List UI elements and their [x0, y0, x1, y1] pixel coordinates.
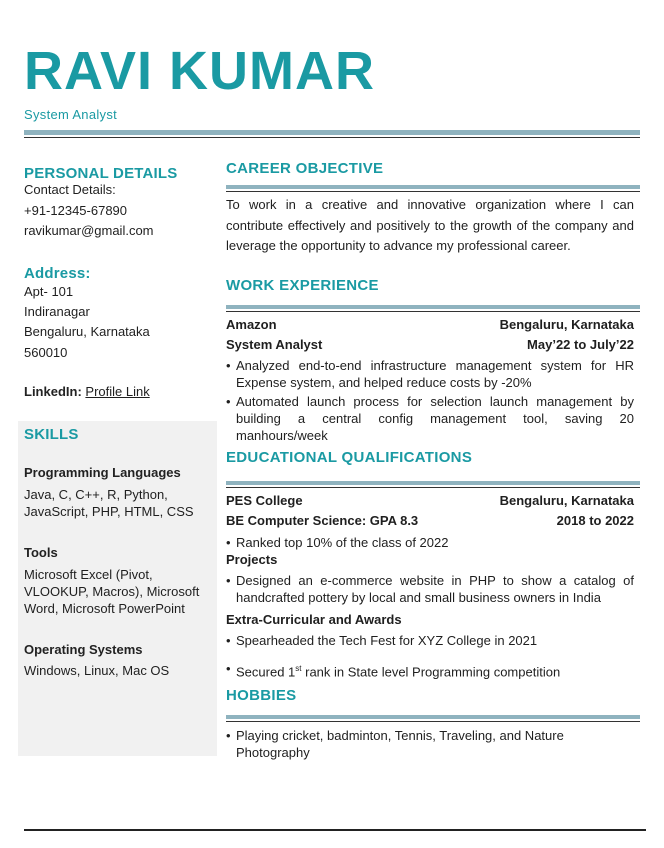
list-item: • Ranked top 10% of the class of 2022 [226, 535, 449, 550]
section-divider-thin [226, 487, 640, 488]
linkedin-profile-link[interactable]: Profile Link [85, 384, 150, 399]
skills-heading: SKILLS [24, 426, 79, 443]
work-experience-heading: WORK EXPERIENCE [226, 277, 379, 294]
skill-group-title: Tools [24, 545, 58, 560]
education-dates: 2018 to 2022 [556, 513, 634, 528]
skill-line: Windows, Linux, Mac OS [24, 663, 170, 678]
education-degree-row [226, 513, 634, 528]
role-title: System Analyst [226, 337, 323, 352]
role-dates: May’22 to July’22 [527, 337, 634, 352]
section-divider [226, 305, 640, 309]
list-item: • Analyzed end-to-end infrastructure management system for HR Expense system, and helped reduce costs by -20% [226, 358, 634, 390]
company-location: Bengaluru, Karnataka [499, 317, 634, 332]
list-item: • Designed an e-commerce website in PHP to show a catalog of handcrafted pottery by local and small business owners in India [226, 573, 634, 605]
address-line: 560010 [24, 345, 68, 360]
list-item: • Spearheaded the Tech Fest for XYZ College in 2021 [226, 633, 538, 648]
header-divider-thin [24, 137, 640, 138]
skill-group-title: Operating Systems [24, 642, 143, 657]
contact-label: Contact Details: [24, 182, 116, 197]
degree: BE Computer Science: GPA 8.3 [226, 513, 419, 528]
address-line: Apt- 101 [24, 284, 74, 299]
personal-details-heading: PERSONAL DETAILS [24, 165, 178, 182]
address-line: Bengaluru, Karnataka [24, 324, 150, 339]
section-divider-thin [226, 191, 640, 192]
section-divider [226, 715, 640, 719]
header-divider [24, 130, 640, 135]
skill-line: Java, C, C++, R, Python, [24, 487, 168, 502]
career-objective-text: To work in a creative and innovative organization where I can contribute effectively and positively to the growth of the company and leverage the opportunity to advance my professional career. [226, 197, 634, 253]
extra-curricular-heading: Extra-Curricular and Awards [226, 612, 402, 627]
school-location: Bengaluru, Karnataka [499, 493, 634, 508]
linkedin-label: LinkedIn: [24, 384, 82, 399]
section-divider-thin [226, 311, 640, 312]
list-item: • Secured 1st rank in State level Programming competition [226, 661, 561, 680]
work-role-row [226, 337, 634, 352]
phone-number: +91-12345-67890 [24, 203, 128, 218]
school-name: PES College [226, 493, 303, 508]
skill-line: VLOOKUP, Macros), Microsoft [24, 584, 200, 599]
job-title: System Analyst [24, 107, 118, 122]
education-heading: EDUCATIONAL QUALIFICATIONS [226, 449, 473, 466]
skill-line: Microsoft Excel (Pivot, [24, 567, 153, 582]
company-name: Amazon [226, 317, 277, 332]
address-line: Indiranagar [24, 304, 90, 319]
candidate-name: RAVI KUMAR [24, 41, 375, 101]
linkedin-row [24, 382, 150, 403]
address-heading: Address: [24, 265, 91, 282]
section-divider [226, 481, 640, 485]
section-divider-thin [226, 721, 640, 722]
list-item: • Playing cricket, badminton, Tennis, Traveling, and Nature Photography [226, 728, 564, 760]
skill-line: JavaScript, PHP, HTML, CSS [24, 504, 194, 519]
section-divider [226, 185, 640, 189]
projects-heading: Projects [226, 552, 278, 567]
footer-divider [24, 829, 646, 831]
email-address[interactable]: ravikumar@gmail.com [24, 223, 154, 238]
hobbies-heading: HOBBIES [226, 687, 297, 704]
skill-line: Word, Microsoft PowerPoint [24, 601, 185, 616]
career-objective-heading: CAREER OBJECTIVE [226, 160, 384, 177]
work-company-row [226, 317, 634, 332]
list-item: • Automated launch process for selection launch management by building a central config management tool, saving 20 manhours/week [226, 394, 634, 443]
skill-group-title: Programming Languages [24, 465, 181, 480]
education-school-row [226, 493, 634, 508]
